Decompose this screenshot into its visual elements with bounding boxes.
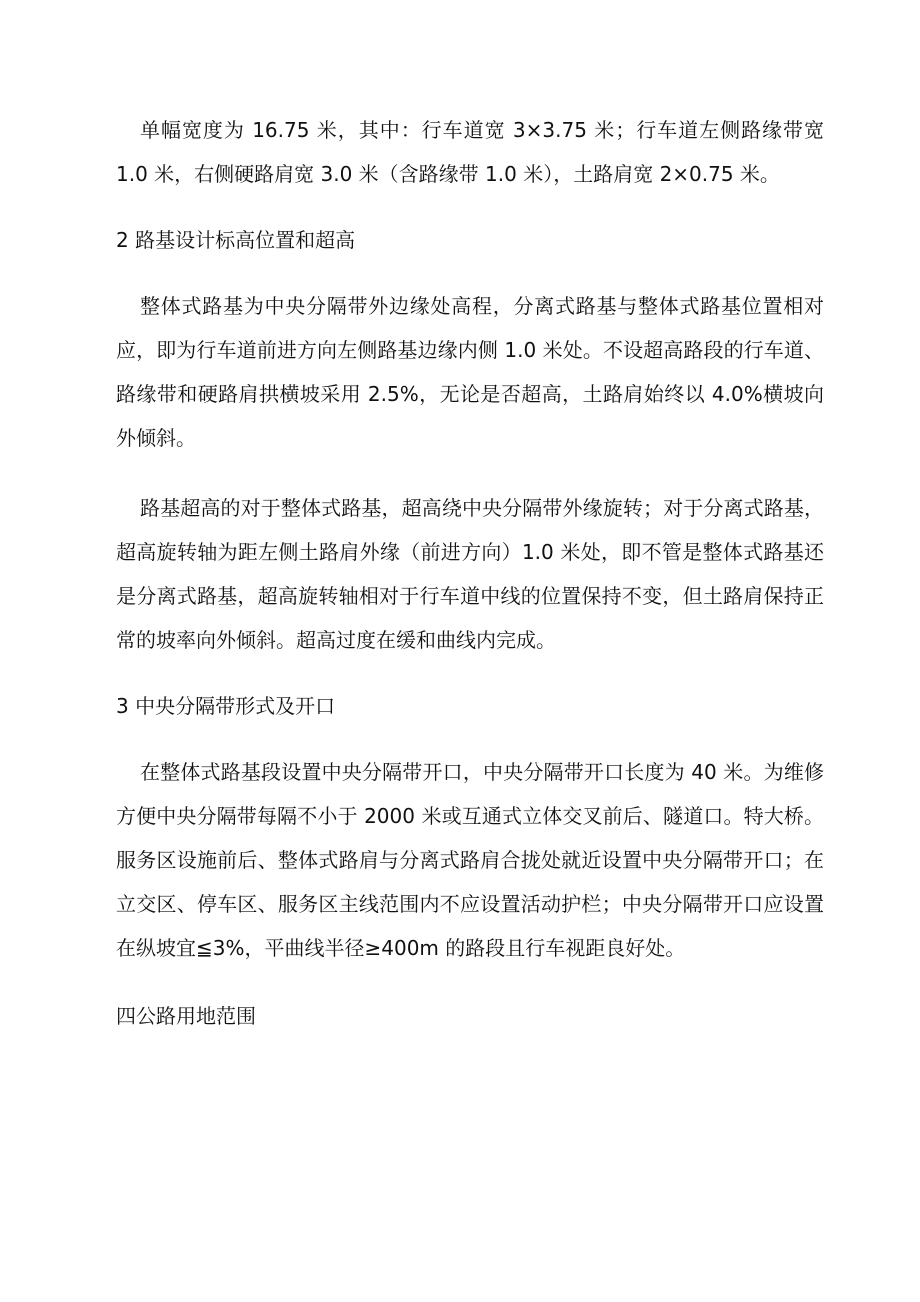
paragraph-superelevation: 路基超高的对于整体式路基，超高绕中央分隔带外缘旋转；对于分离式路基，超高旋转轴为距左侧土路肩外缘（前进方向）1.0 米处，即不管是整体式路基还是分离式路基，超高旋转轴相对于行车道中线的位置保持不变，但土路肩保持正常的坡率向外倾斜。超高过度在缓和曲线内完成。 — [116, 496, 824, 652]
section-heading-median: 3 中央分隔带形式及开口 — [116, 694, 336, 718]
paragraph-median-openings: 在整体式路基段设置中央分隔带开口，中央分隔带开口长度为 40 米。为维修方便中央分隔带每隔不小于 2000 米或互通式立体交叉前后、隧道口。特大桥。服务区设施前后、整体式路肩与分离式路肩合拢处就近设置中央分隔带开口；在立交区、停车区、服务区主线范围内不应设置活动护栏；中央分隔带开口应设置在纵坡宜≦3%，平曲线半径≥400m 的路段且行车视距良好处。 — [116, 760, 824, 960]
paragraph-lane-widths: 单幅宽度为 16.75 米，其中：行车道宽 3×3.75 米；行车道左侧路缘带宽 1.0 米，右侧硬路肩宽 3.0 米（含路缘带 1.0 米），土路肩宽 2×0.75 米。 — [116, 118, 824, 186]
section-heading-design-elevation: 2 路基设计标高位置和超高 — [116, 228, 356, 252]
paragraph-design-elevation: 整体式路基为中央分隔带外边缘处高程，分离式路基与整体式路基位置相对应，即为行车道前进方向左侧路基边缘内侧 1.0 米处。不设超高路段的行车道、路缘带和硬路肩拱横坡采用 2.5%，无论是否超高，土路肩始终以 4.0%横坡向外倾斜。 — [116, 294, 824, 450]
section-heading-land-use: 四公路用地范围 — [116, 1004, 256, 1028]
